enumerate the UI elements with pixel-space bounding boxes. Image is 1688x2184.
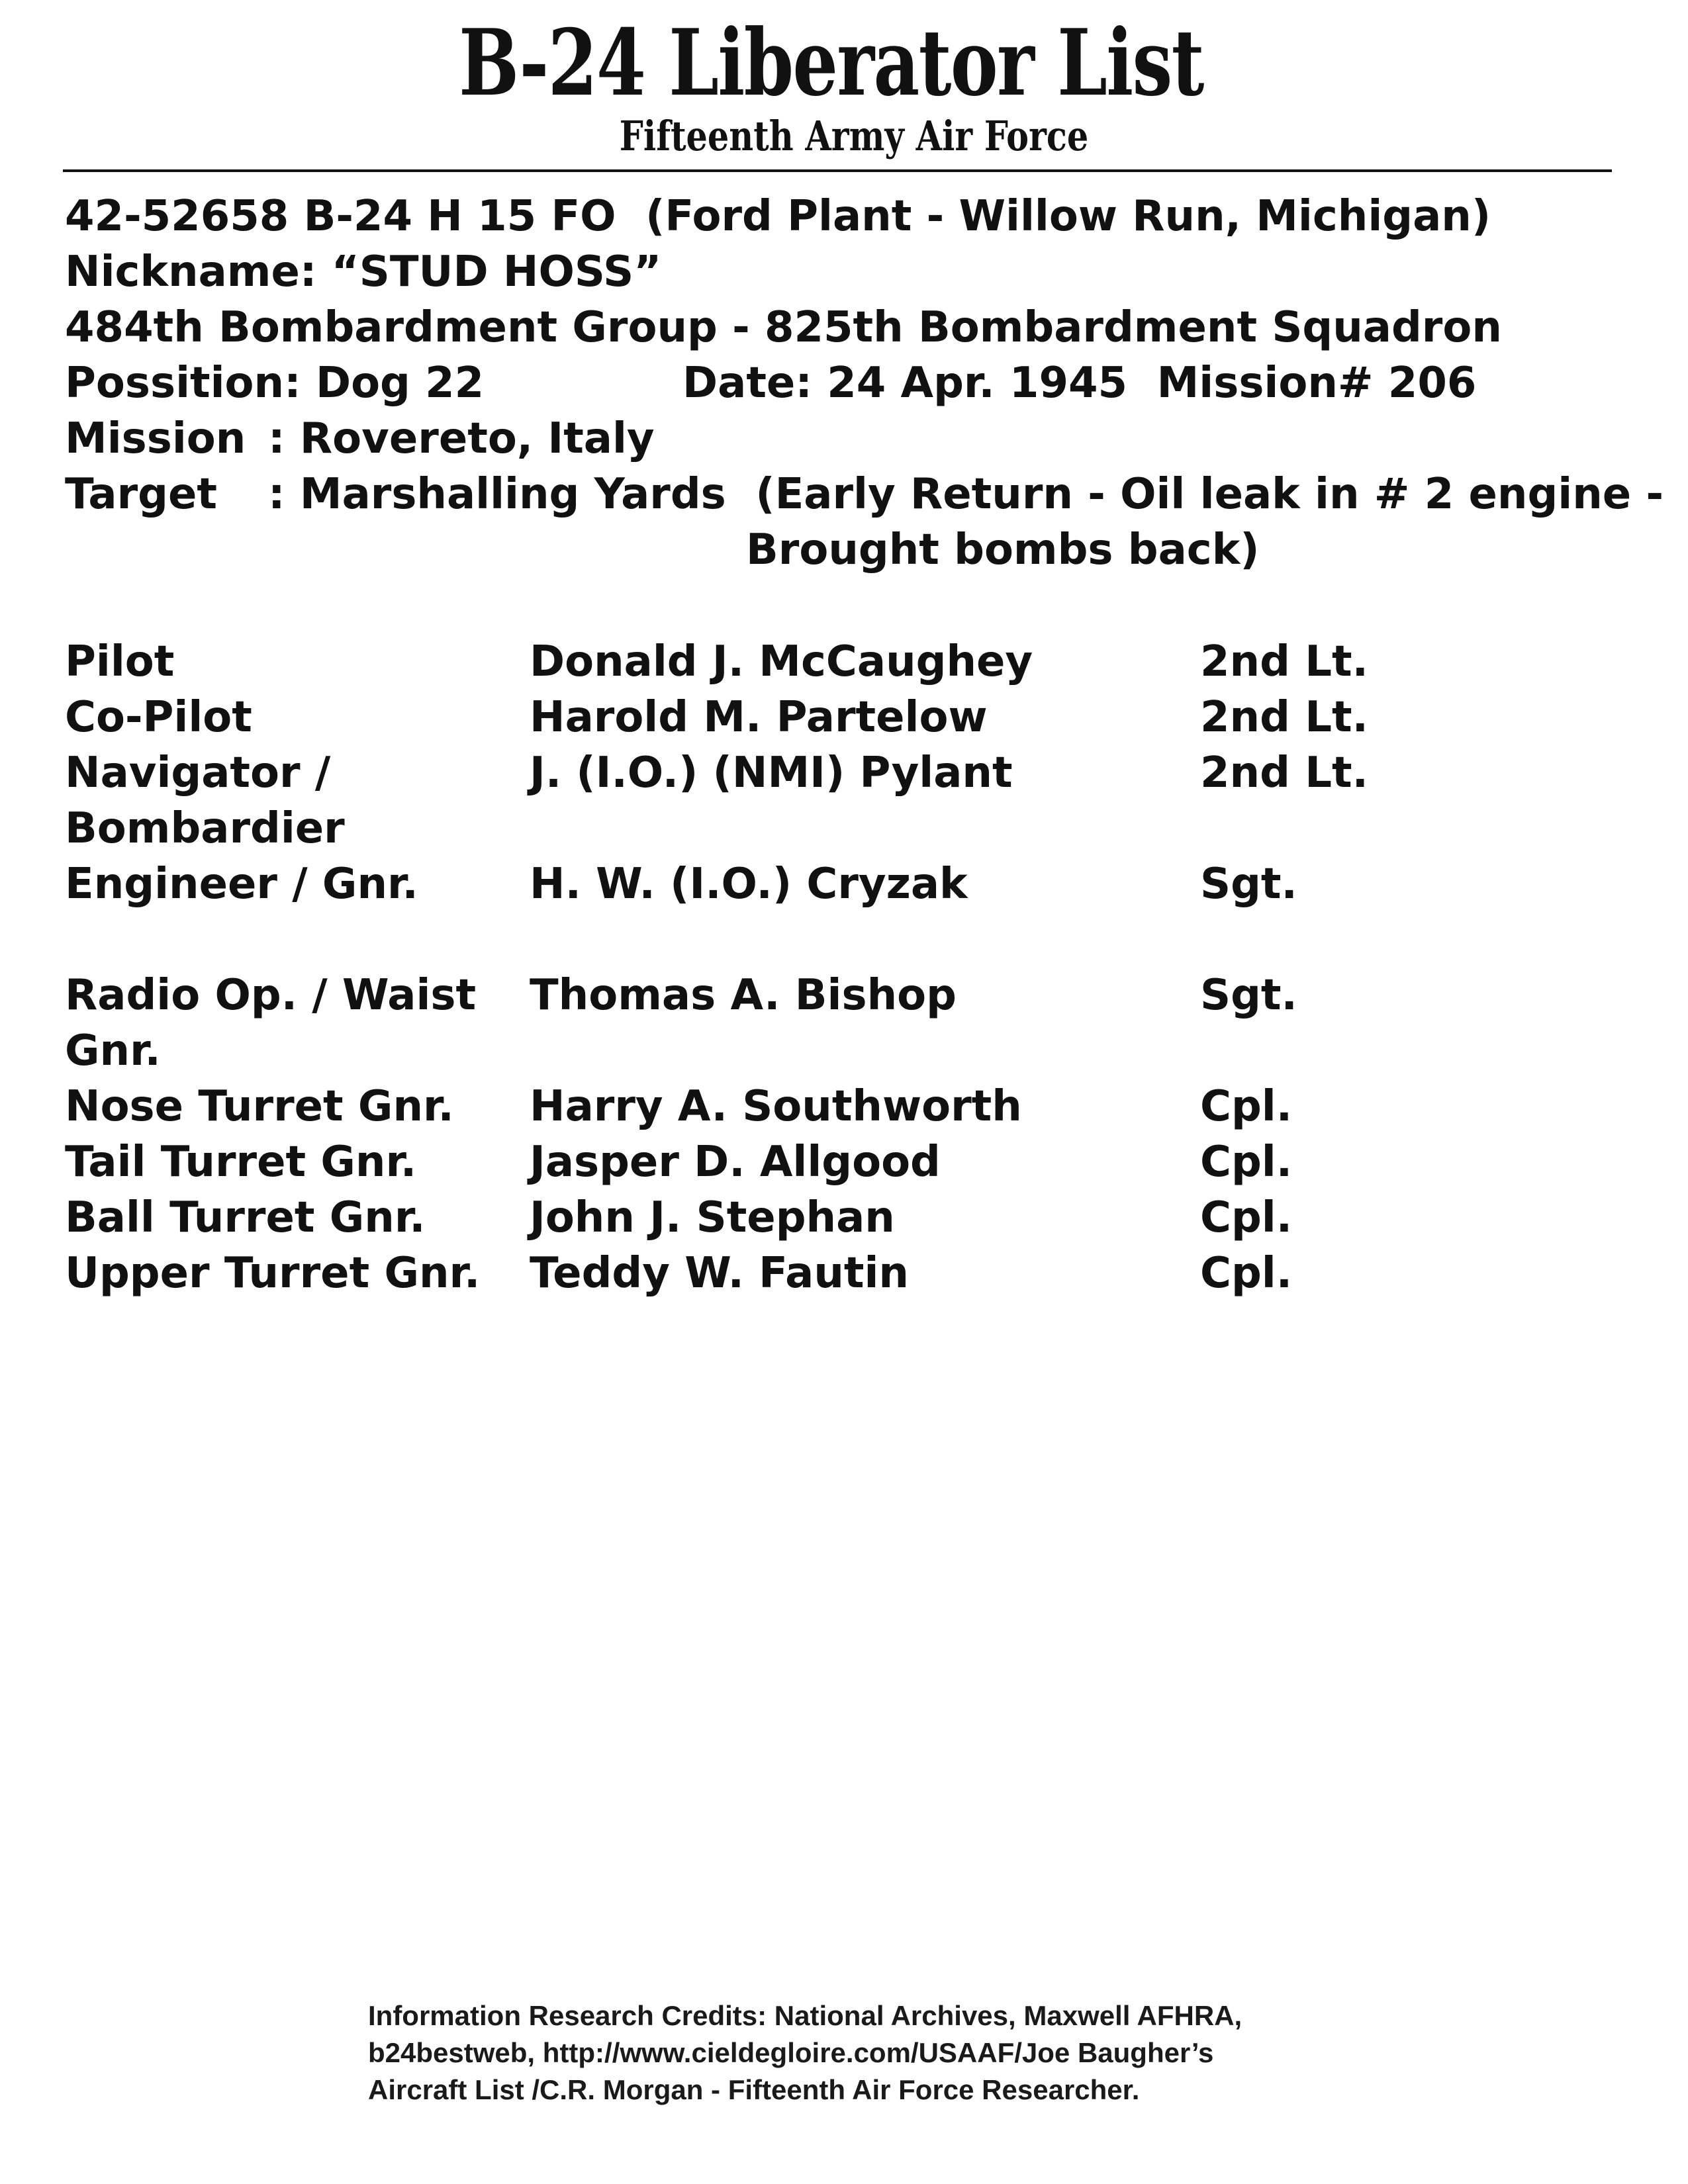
research-credits (368, 1997, 1427, 2109)
crew-role: Radio Op. / Waist Gnr. (65, 971, 477, 1075)
target-description-continued: Brought bombs back) (746, 525, 1260, 574)
credits-line: b24bestweb, http://www.cieldegloire.com/USAAF/Joe Baugher’s (368, 2037, 1214, 2068)
crew-role: Pilot (65, 637, 175, 686)
crew-rank: Cpl. (1200, 1249, 1293, 1298)
crew-rank: 2nd Lt. (1200, 749, 1368, 797)
crew-role: Nose Turret Gnr. (65, 1082, 454, 1131)
crew-role: Navigator / Bombardier (65, 749, 345, 853)
crew-name: Donald J. McCaughey (530, 637, 1033, 686)
target-description: : Marshalling Yards (Early Return - Oil leak in # 2 engine - (268, 470, 1664, 519)
crew-rank: Sgt. (1200, 971, 1297, 1020)
crew-role: Engineer / Gnr. (65, 860, 418, 909)
crew-rank: Cpl. (1200, 1082, 1293, 1131)
crew-rank: Sgt. (1200, 860, 1297, 909)
crew-name: H. W. (I.O.) Cryzak (530, 860, 968, 909)
crew-name: Jasper D. Allgood (530, 1138, 941, 1187)
mission-date-number: Date: 24 Apr. 1945 Mission# 206 (682, 359, 1477, 408)
crew-name: Harold M. Partelow (530, 693, 988, 742)
crew-role: Upper Turret Gnr. (65, 1249, 481, 1298)
crew-rank: 2nd Lt. (1200, 637, 1368, 686)
aircraft-unit: 484th Bombardment Group - 825th Bombardment Squadron (65, 303, 1502, 352)
crew-role: Co-Pilot (65, 693, 252, 742)
target-label: Target (65, 470, 217, 519)
crew-rank: Cpl. (1200, 1138, 1293, 1187)
credits-line: Information Research Credits: National Archives, Maxwell AFHRA, (368, 2000, 1243, 2031)
crew-name: Thomas A. Bishop (530, 971, 957, 1020)
crew-name: John J. Stephan (530, 1193, 895, 1242)
credits-line: Aircraft List /C.R. Morgan - Fifteenth Air Force Researcher. (368, 2074, 1140, 2105)
crew-name: Teddy W. Fautin (530, 1249, 909, 1298)
mission-label: Mission (65, 414, 246, 463)
crew-rank: Cpl. (1200, 1193, 1293, 1242)
crew-role: Tail Turret Gnr. (65, 1138, 417, 1187)
page-title: B-24 Liberator List (459, 9, 1203, 116)
crew-name: Harry A. Southworth (530, 1082, 1022, 1131)
crew-name: J. (I.O.) (NMI) Pylant (530, 749, 1013, 797)
aircraft-nickname: Nickname: “STUD HOSS” (65, 248, 662, 296)
mission-location: : Rovereto, Italy (268, 414, 655, 463)
crew-rank: 2nd Lt. (1200, 693, 1368, 742)
page-subtitle: Fifteenth Army Air Force (619, 112, 1089, 160)
aircraft-serial-line: 42-52658 B-24 H 15 FO (Ford Plant - Willow Run, Michigan) (65, 192, 1491, 241)
crew-role: Ball Turret Gnr. (65, 1193, 426, 1242)
header-divider (63, 169, 1612, 172)
aircraft-position: Possition: Dog 22 (65, 359, 485, 408)
